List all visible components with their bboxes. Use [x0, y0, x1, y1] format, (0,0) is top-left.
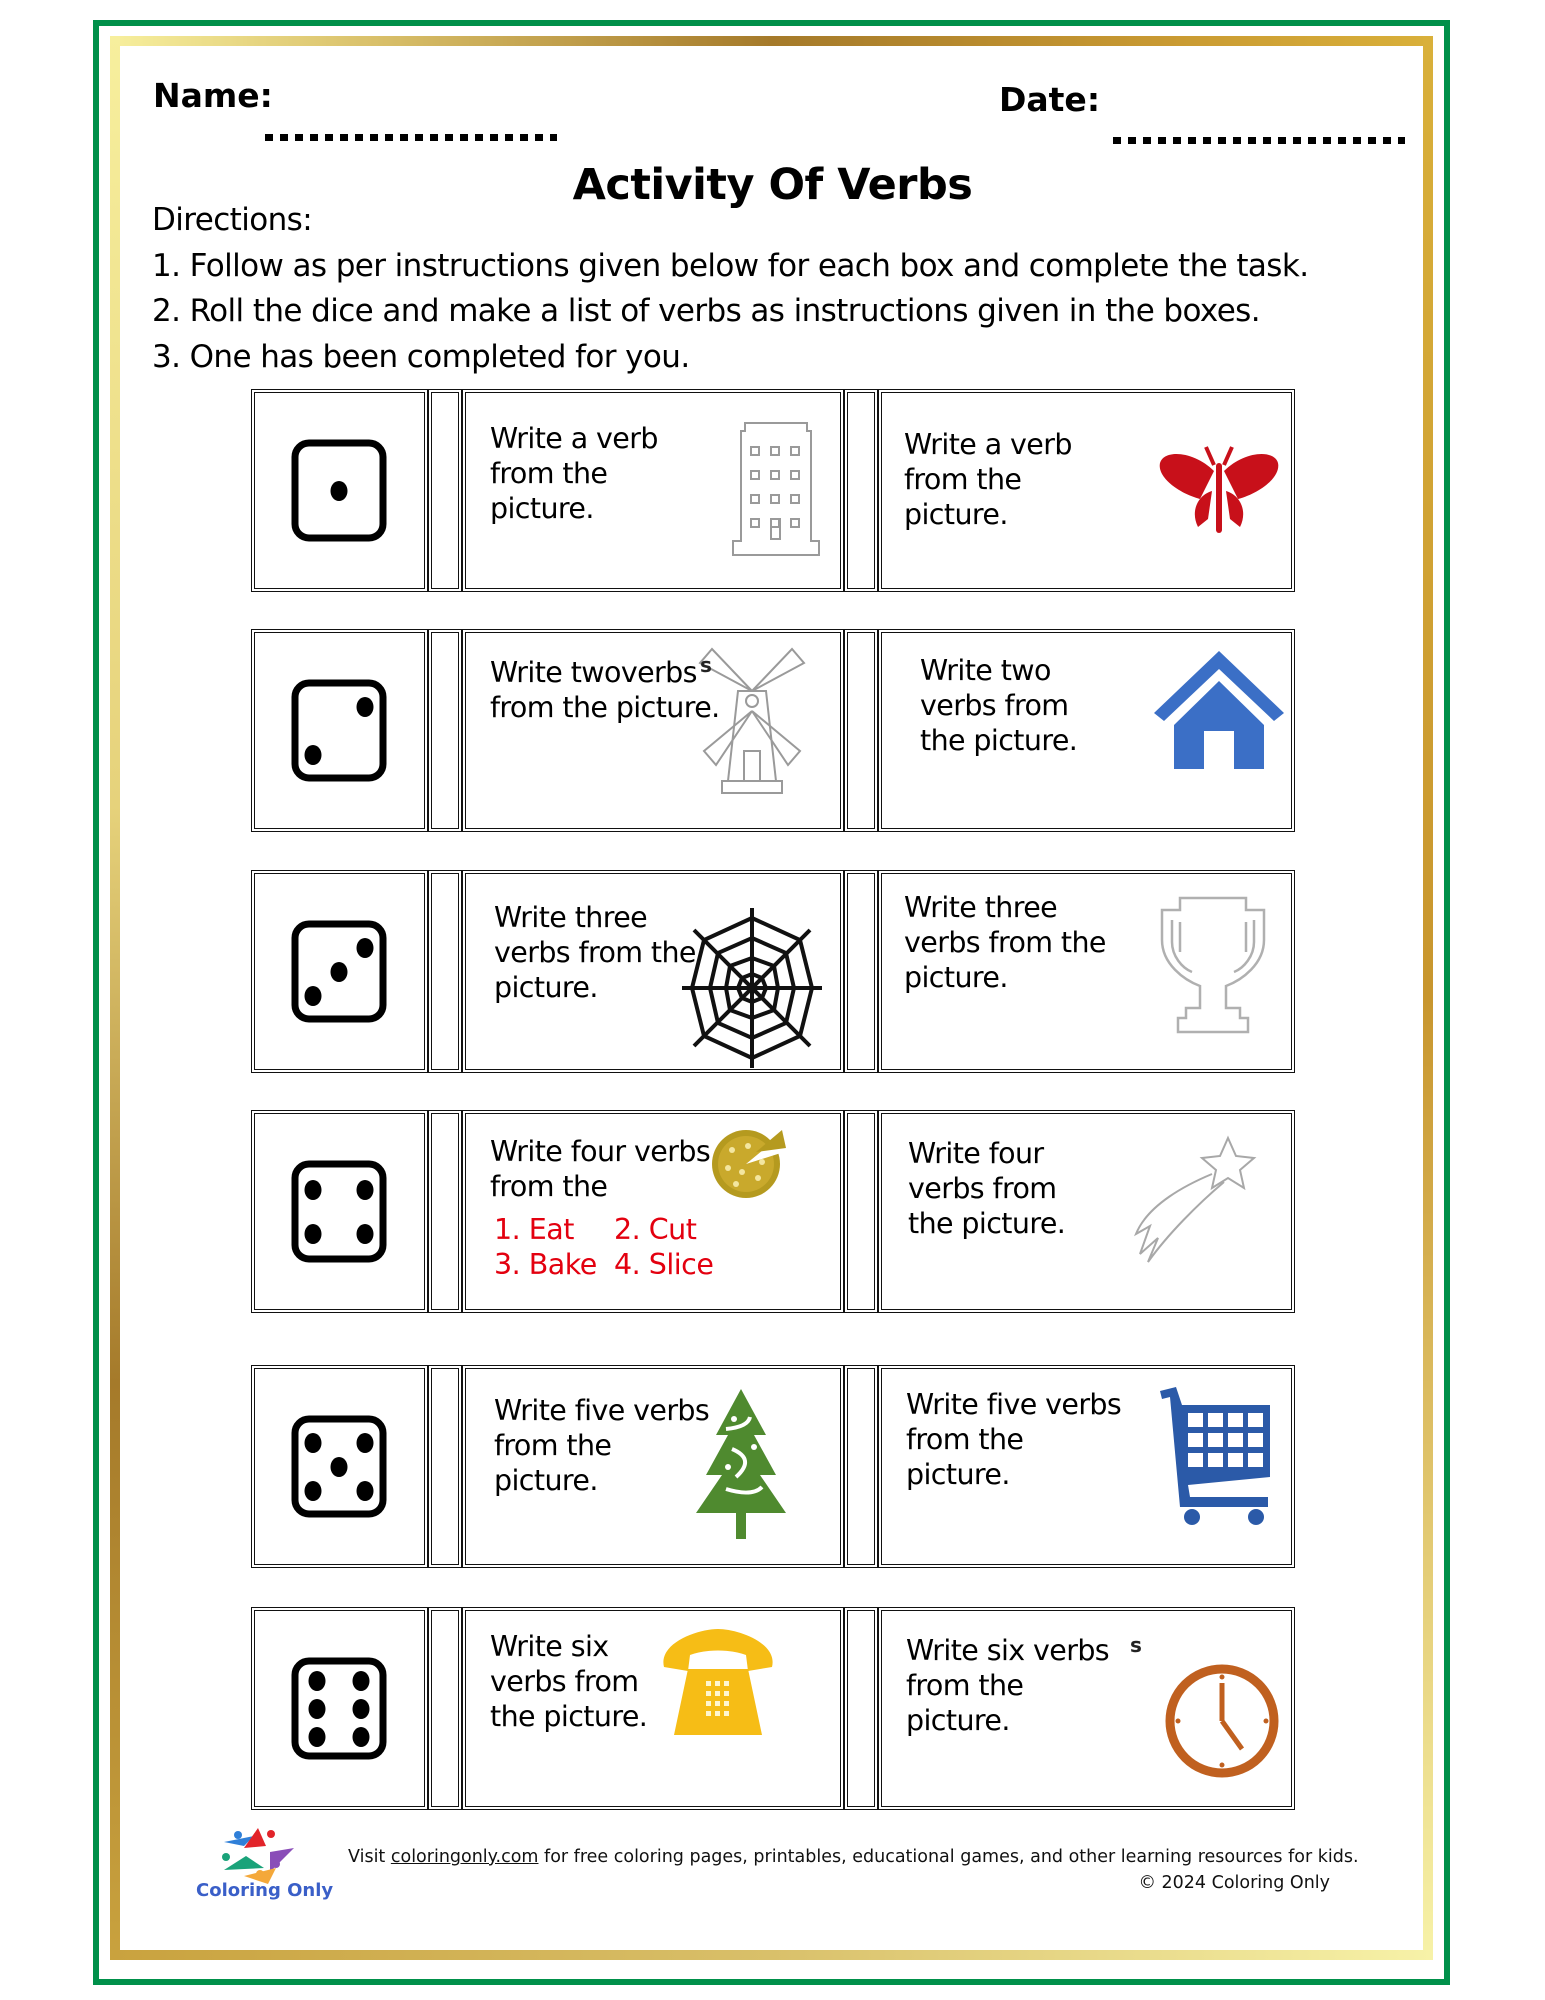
- answer-verb: 4. Slice: [614, 1248, 714, 1281]
- page-title: Activity Of Verbs: [572, 160, 973, 210]
- instruction-line: the picture.: [490, 1700, 648, 1733]
- instruction-line: Write five verbs: [906, 1388, 1122, 1421]
- separator-cell: [844, 870, 878, 1073]
- dice-4-icon: [291, 1160, 387, 1263]
- instruction-line: picture.: [904, 498, 1008, 531]
- trophy-icon: [1158, 896, 1268, 1040]
- coloringonly-link[interactable]: coloringonly.com: [390, 1847, 539, 1867]
- butterfly-icon: [1154, 441, 1284, 545]
- separator-cell: [428, 1607, 462, 1810]
- task-instruction: [904, 427, 1072, 532]
- direction-item: 2. Roll the dice and make a list of verbs as instructions given in the boxes.: [152, 293, 1260, 329]
- coloring-only-logo-icon: [214, 1826, 302, 1884]
- left-task-cell[interactable]: [462, 389, 844, 592]
- instruction-line: from the picture.: [490, 691, 720, 724]
- telephone-icon: [658, 1629, 778, 1743]
- shopping-cart-icon: [1156, 1385, 1276, 1529]
- shooting-star-icon: [1128, 1134, 1258, 1268]
- dice-cell: [251, 870, 428, 1073]
- instruction-line: picture.: [904, 961, 1008, 994]
- copyright: © 2024 Coloring Only: [1138, 1873, 1330, 1893]
- separator-cell: [844, 1110, 878, 1313]
- separator-cell: [844, 629, 878, 832]
- instruction-line: picture.: [490, 492, 594, 525]
- house-icon: [1154, 651, 1284, 775]
- dice-cell: [251, 1607, 428, 1810]
- task-instruction: [490, 421, 658, 526]
- stray-glyph: s: [700, 653, 712, 677]
- answer-verb: 1. Eat: [494, 1213, 574, 1246]
- completed-answers: [494, 1212, 713, 1282]
- instruction-line: from the: [904, 463, 1022, 496]
- task-instruction: [494, 1393, 709, 1498]
- instruction-line: picture.: [906, 1704, 1010, 1737]
- task-instruction: [494, 900, 696, 1005]
- separator-cell: [844, 389, 878, 592]
- verb-activity-row: [251, 1365, 1295, 1568]
- right-task-cell[interactable]: [878, 629, 1295, 832]
- instruction-line: from the: [906, 1669, 1024, 1702]
- footer-visit-text: [348, 1847, 1359, 1867]
- right-task-cell[interactable]: [878, 389, 1295, 592]
- instruction-line: verbs from: [490, 1665, 639, 1698]
- left-task-cell[interactable]: [462, 870, 844, 1073]
- instruction-line: verbs from the: [494, 936, 696, 969]
- name-field[interactable]: [265, 134, 557, 141]
- stray-glyph: s: [1130, 1633, 1142, 1657]
- separator-cell: [428, 629, 462, 832]
- instruction-line: Write four: [908, 1137, 1044, 1170]
- separator-cell: [428, 1110, 462, 1313]
- task-instruction: [490, 1134, 710, 1204]
- answer-verb: 2. Cut: [614, 1213, 697, 1246]
- separator-cell: [428, 389, 462, 592]
- instruction-line: the picture.: [920, 724, 1078, 757]
- pizza-icon: [708, 1122, 788, 1206]
- direction-item: 1. Follow as per instructions given below for each box and complete the task.: [152, 247, 1309, 284]
- verb-activity-row: [251, 1110, 1295, 1313]
- dice-cell: [251, 1110, 428, 1313]
- instruction-line: Write a verb: [904, 428, 1072, 461]
- instruction-line: verbs from: [920, 689, 1069, 722]
- visit-prefix: Visit: [348, 1847, 391, 1867]
- verb-activity-row: [251, 629, 1295, 832]
- task-instruction: [920, 653, 1077, 758]
- instruction-line: from the: [490, 1170, 608, 1203]
- instruction-line: Write two: [920, 654, 1051, 687]
- date-label: Date:: [999, 80, 1101, 119]
- date-field[interactable]: [1113, 137, 1405, 144]
- instruction-line: Write three: [904, 891, 1058, 924]
- instruction-line: Write five verbs: [494, 1394, 710, 1427]
- gold-border-bottom: [110, 1950, 1433, 1960]
- task-instruction: [906, 1387, 1121, 1492]
- instruction-line: Write six verbs: [906, 1634, 1110, 1667]
- building-icon: [731, 415, 821, 564]
- right-task-cell[interactable]: [878, 1607, 1295, 1810]
- directions: [152, 198, 1308, 380]
- dice-cell: [251, 389, 428, 592]
- name-label: Name:: [153, 76, 273, 115]
- dice-5-icon: [291, 1415, 387, 1518]
- logo-text: Coloring Only: [196, 1880, 334, 1901]
- left-task-cell[interactable]: [462, 1110, 844, 1313]
- separator-cell: [844, 1607, 878, 1810]
- clock-icon: [1162, 1661, 1282, 1785]
- right-task-cell[interactable]: [878, 870, 1295, 1073]
- task-instruction: [904, 890, 1106, 995]
- instruction-line: from the: [494, 1429, 612, 1462]
- instruction-line: verbs from: [908, 1172, 1057, 1205]
- task-instruction: [908, 1136, 1065, 1241]
- task-instruction: [490, 655, 720, 725]
- verb-activity-row: [251, 1607, 1295, 1810]
- gold-border-left: [110, 36, 120, 1960]
- instruction-line: picture.: [906, 1458, 1010, 1491]
- instruction-line: from the: [490, 457, 608, 490]
- instruction-line: from the: [906, 1423, 1024, 1456]
- dice-cell: [251, 629, 428, 832]
- left-task-cell[interactable]: [462, 1365, 844, 1568]
- dice-1-icon: [291, 439, 387, 542]
- instruction-line: the picture.: [908, 1207, 1066, 1240]
- instruction-line: picture.: [494, 971, 598, 1004]
- gold-border-right: [1423, 36, 1433, 1960]
- left-task-cell[interactable]: [462, 1607, 844, 1810]
- separator-cell: [844, 1365, 878, 1568]
- right-task-cell[interactable]: [878, 1110, 1295, 1313]
- direction-item: 3. One has been completed for you.: [152, 338, 690, 375]
- instruction-line: Write six: [490, 1630, 609, 1663]
- dice-cell: [251, 1365, 428, 1568]
- separator-cell: [428, 1365, 462, 1568]
- dice-2-icon: [291, 679, 387, 782]
- separator-cell: [428, 870, 462, 1073]
- spider-web-icon: [682, 908, 822, 1072]
- instruction-line: Write twoverbs: [490, 656, 697, 689]
- verb-activity-row: [251, 870, 1295, 1073]
- instruction-line: Write three: [494, 901, 648, 934]
- right-task-cell[interactable]: [878, 1365, 1295, 1568]
- christmas-tree-icon: [696, 1389, 786, 1543]
- answer-verb: 3. Bake: [494, 1248, 597, 1281]
- task-instruction: [906, 1633, 1109, 1738]
- left-task-cell[interactable]: [462, 629, 844, 832]
- dice-3-icon: [291, 920, 387, 1023]
- instruction-line: Write four verbs: [490, 1135, 711, 1168]
- verb-activity-row: [251, 389, 1295, 592]
- dice-6-icon: [291, 1657, 387, 1760]
- instruction-line: picture.: [494, 1464, 598, 1497]
- task-instruction: [490, 1629, 647, 1734]
- instruction-line: verbs from the: [904, 926, 1106, 959]
- instruction-line: Write a verb: [490, 422, 658, 455]
- directions-heading: Directions:: [152, 202, 313, 238]
- visit-suffix: for free coloring pages, printables, educational games, and other learning resources for kids.: [538, 1847, 1359, 1867]
